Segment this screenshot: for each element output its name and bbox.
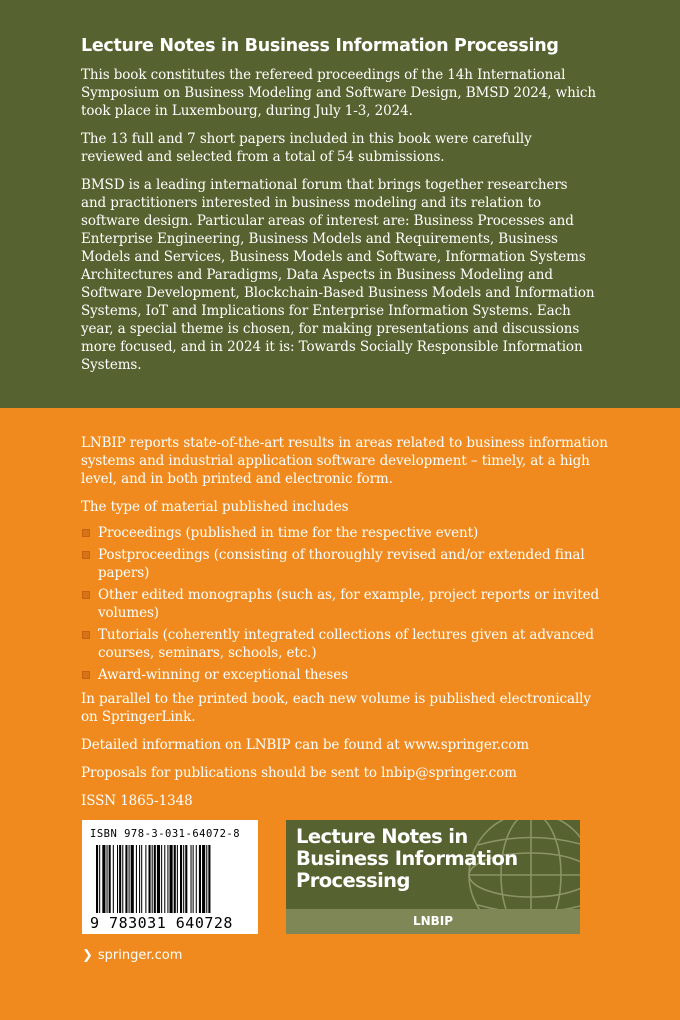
barcode-bar xyxy=(183,845,184,913)
barcode-digits: 9 783031 640728 xyxy=(90,914,233,932)
barcode-bar xyxy=(161,845,162,913)
site-label: springer.com xyxy=(97,948,183,963)
barcode-bar xyxy=(102,845,105,913)
square-bullet-icon xyxy=(82,631,90,639)
book-description xyxy=(81,66,596,384)
barcode-bar xyxy=(96,845,98,913)
list-item xyxy=(81,666,611,684)
isbn-label: ISBN 978-3-031-64072-8 xyxy=(90,828,241,840)
list-item xyxy=(81,546,611,582)
material-list xyxy=(81,524,611,684)
barcode-bar xyxy=(125,845,127,913)
top-panel xyxy=(0,0,680,408)
barcode-bar xyxy=(119,845,121,913)
barcode-bar xyxy=(199,845,201,913)
square-bullet-icon xyxy=(82,591,90,599)
isbn-barcode xyxy=(82,820,258,934)
barcode-bar xyxy=(185,845,187,913)
list-item-text: Postproceedings (consisting of thoroughly revised and/or extended final papers) xyxy=(98,547,585,581)
list-item-text: Other edited monographs (such as, for example, project reports or invited volumes) xyxy=(98,587,600,621)
barcode-bar xyxy=(157,845,160,913)
barcode-bar xyxy=(113,845,114,913)
barcode-bar xyxy=(196,845,197,913)
barcode-bar xyxy=(152,845,153,913)
publisher-site xyxy=(82,948,182,963)
series-title: Lecture Notes in Business Information Processing xyxy=(81,36,559,56)
square-bullet-icon xyxy=(82,529,90,537)
series-description xyxy=(81,434,611,820)
barcode-bar xyxy=(109,845,111,913)
barcode-bar xyxy=(122,845,123,913)
barcode-bar xyxy=(193,845,194,913)
series-logo xyxy=(286,820,580,934)
electronic-publication-note: In parallel to the printed book, each new volume is published electronically on SpringerLink. xyxy=(81,691,591,725)
logo-abbreviation: LNBIP xyxy=(412,914,454,928)
issn: ISSN 1865-1348 xyxy=(81,793,193,809)
barcode-bar xyxy=(141,845,142,913)
barcode-bar xyxy=(180,845,182,913)
list-item xyxy=(81,524,611,542)
barcode-bar xyxy=(145,845,146,913)
description-paragraph: The 13 full and 7 short papers included in this book were carefully reviewed and selected from a total of 54 submissions. xyxy=(81,131,532,165)
barcode-bar xyxy=(154,845,156,913)
barcode-bar xyxy=(139,845,140,913)
barcode-bar xyxy=(177,845,178,913)
list-item xyxy=(81,586,611,622)
barcode-bar xyxy=(202,845,205,913)
barcode-bars xyxy=(96,845,246,913)
barcode-bar xyxy=(206,845,207,913)
barcode-bar xyxy=(129,845,130,913)
proposals-note: Proposals for publications should be sent to lnbip@springer.com xyxy=(81,765,517,781)
barcode-bar xyxy=(174,845,176,913)
barcode-bar xyxy=(131,845,134,913)
square-bullet-icon xyxy=(82,551,90,559)
bottom-panel xyxy=(0,408,680,1020)
barcode-bar xyxy=(191,845,192,913)
logo-title xyxy=(296,826,518,892)
list-item xyxy=(81,626,611,662)
barcode-bar xyxy=(107,845,108,913)
barcode-bar xyxy=(170,845,173,913)
material-heading: The type of material published includes xyxy=(81,499,349,515)
barcode-bar xyxy=(136,845,137,913)
barcode-bar xyxy=(117,845,118,913)
logo-title-line: Processing xyxy=(296,869,410,892)
info-note: Detailed information on LNBIP can be found at www.springer.com xyxy=(81,737,529,753)
list-item-text: Award-winning or exceptional theses xyxy=(98,667,348,683)
barcode-bar xyxy=(167,845,168,913)
description-paragraph: BMSD is a leading international forum that brings together researchers and practitioners interested in business modeling and its relation to software design. Particular areas of interest are: Business Processes and Enterprise Engineering, Business Models and Requirements, Business Models and Services, Business Models and Software, Information Systems Architectures and Paradigms, Data Aspects in Business Modeling and Software Development, Blockchain-Based Business Models and Information Systems, IoT and Implications for Enterprise Information Systems. Each year, a special theme is chosen, for making presentations and discussions more focused, and in 2024 it is: Towards Socially Responsible Information Systems. xyxy=(81,177,595,373)
chevron-right-icon: ❯ xyxy=(82,948,93,963)
barcode-bar xyxy=(164,845,165,913)
square-bullet-icon xyxy=(82,671,90,679)
logo-title-line: Business Information xyxy=(296,847,518,870)
barcode-bar xyxy=(99,845,100,913)
list-item-text: Tutorials (coherently integrated collections of lectures given at advanced courses, seminars, schools, etc.) xyxy=(98,627,594,661)
list-item-text: Proceedings (published in time for the respective event) xyxy=(98,525,479,541)
description-paragraph: This book constitutes the refereed proceedings of the 14h International Symposium on Business Modeling and Software Design, BMSD 2024, which took place in Luxembourg, during July 1-3, 2024. xyxy=(81,67,596,119)
logo-title-line: Lecture Notes in xyxy=(296,825,468,848)
series-intro: LNBIP reports state-of-the-art results in areas related to business information systems and industrial application software development – timely, at a high level, and in both printed and electronic form. xyxy=(81,435,608,487)
barcode-bar xyxy=(208,845,210,913)
barcode-bar xyxy=(149,845,151,913)
